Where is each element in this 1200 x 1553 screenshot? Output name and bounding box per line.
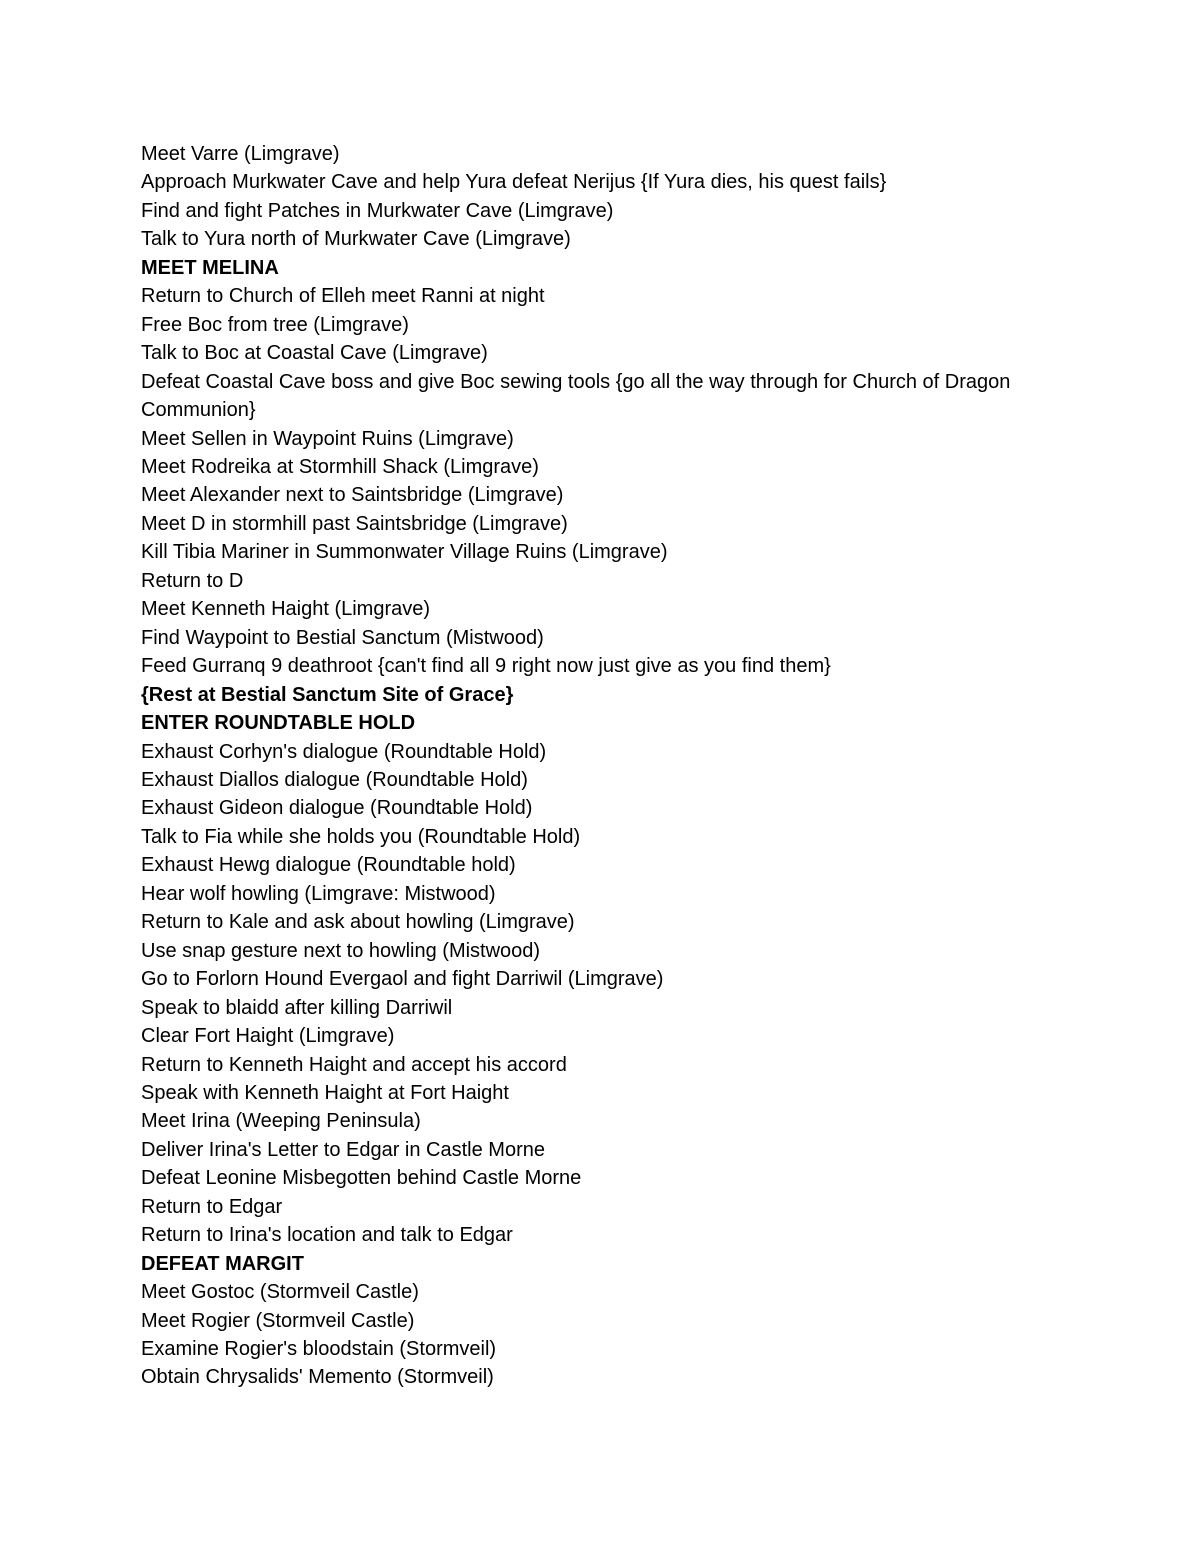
section-heading: {Rest at Bestial Sanctum Site of Grace} <box>141 683 514 706</box>
quest-step: Meet Irina (Weeping Peninsula) <box>141 1110 421 1133</box>
quest-step: Meet D in stormhill past Saintsbridge (Limgrave) <box>141 512 568 535</box>
quest-step: Meet Gostoc (Stormveil Castle) <box>141 1281 419 1304</box>
quest-step: Examine Rogier's bloodstain (Stormveil) <box>141 1338 497 1361</box>
quest-step: Talk to Boc at Coastal Cave (Limgrave) <box>141 342 488 365</box>
quest-step: Exhaust Diallos dialogue (Roundtable Hold) <box>141 768 528 791</box>
quest-step: Use snap gesture next to howling (Mistwood) <box>141 939 541 962</box>
quest-step: Meet Kenneth Haight (Limgrave) <box>141 598 431 621</box>
quest-step: Deliver Irina's Letter to Edgar in Castle Morne <box>141 1138 545 1161</box>
quest-step: Free Boc from tree (Limgrave) <box>141 313 409 336</box>
quest-step: Find and fight Patches in Murkwater Cave (Limgrave) <box>141 199 614 222</box>
quest-step: Meet Rogier (Stormveil Castle) <box>141 1309 415 1332</box>
quest-step: Speak to blaidd after killing Darriwil <box>141 996 453 1019</box>
section-heading: MEET MELINA <box>141 256 279 279</box>
quest-step: Meet Alexander next to Saintsbridge (Limgrave) <box>141 484 564 507</box>
quest-step: Return to Church of Elleh meet Ranni at night <box>141 285 545 308</box>
quest-step: Return to Irina's location and talk to Edgar <box>141 1224 513 1247</box>
quest-step: Exhaust Hewg dialogue (Roundtable hold) <box>141 854 516 877</box>
quest-step: Talk to Fia while she holds you (Roundtable Hold) <box>141 825 581 848</box>
quest-step: Find Waypoint to Bestial Sanctum (Mistwood) <box>141 626 544 649</box>
quest-step: Defeat Leonine Misbegotten behind Castle Morne <box>141 1167 582 1190</box>
quest-step: Approach Murkwater Cave and help Yura defeat Nerijus {If Yura dies, his quest fails} <box>141 171 887 194</box>
document-page <box>141 140 1041 1392</box>
quest-step: Meet Rodreika at Stormhill Shack (Limgrave) <box>141 455 539 478</box>
section-heading: DEFEAT MARGIT <box>141 1252 304 1275</box>
section-heading: ENTER ROUNDTABLE HOLD <box>141 712 416 735</box>
quest-step: Meet Sellen in Waypoint Ruins (Limgrave) <box>141 427 514 450</box>
quest-step: Go to Forlorn Hound Evergaol and fight Darriwil (Limgrave) <box>141 968 664 991</box>
quest-step: Return to D <box>141 569 244 592</box>
quest-step: Return to Kenneth Haight and accept his accord <box>141 1053 567 1076</box>
quest-step: Exhaust Corhyn's dialogue (Roundtable Hold) <box>141 740 547 763</box>
quest-step: Meet Varre (Limgrave) <box>141 143 340 165</box>
quest-step: Exhaust Gideon dialogue (Roundtable Hold) <box>141 797 533 820</box>
quest-step: Clear Fort Haight (Limgrave) <box>141 1025 395 1048</box>
quest-step: Obtain Chrysalids' Memento (Stormveil) <box>141 1366 494 1389</box>
quest-step: Speak with Kenneth Haight at Fort Haight <box>141 1081 509 1104</box>
quest-list <box>141 140 1041 1392</box>
quest-step: Hear wolf howling (Limgrave: Mistwood) <box>141 882 496 905</box>
quest-step: Talk to Yura north of Murkwater Cave (Limgrave) <box>141 228 571 251</box>
quest-step: Return to Kale and ask about howling (Limgrave) <box>141 911 575 934</box>
quest-step: Kill Tibia Mariner in Summonwater Village Ruins (Limgrave) <box>141 541 668 564</box>
quest-step: Defeat Coastal Cave boss and give Boc sewing tools {go all the way through for Church of Dragon Communion} <box>141 370 1011 422</box>
quest-step: Feed Gurranq 9 deathroot {can't find all 9 right now just give as you find them} <box>141 655 831 678</box>
quest-step: Return to Edgar <box>141 1195 283 1218</box>
